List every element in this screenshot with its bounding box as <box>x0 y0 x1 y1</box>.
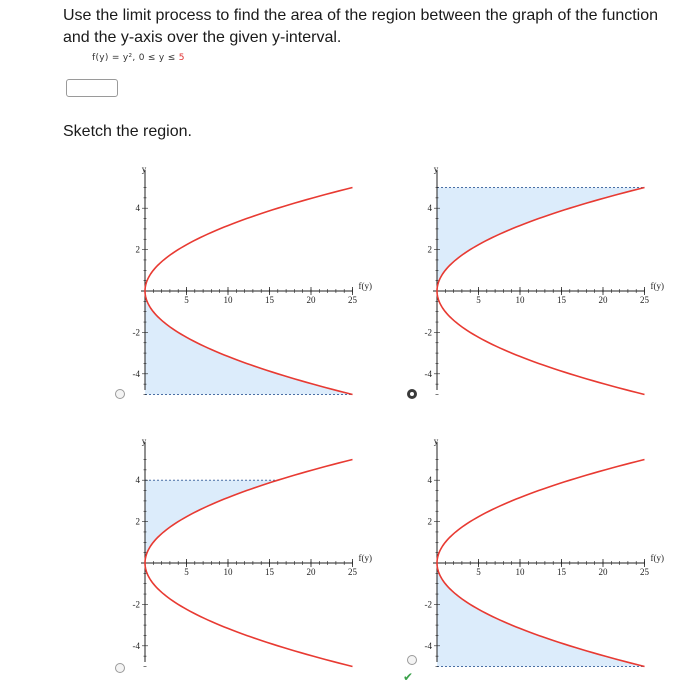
graph-svg <box>402 160 664 392</box>
y-tick-label: -2 <box>424 327 432 338</box>
x-tick-label: 10 <box>223 567 233 577</box>
x-axis-label: f(y) <box>650 281 664 291</box>
graph-svg <box>402 432 664 664</box>
x-tick-label: 25 <box>348 567 357 577</box>
x-axis-label: f(y) <box>358 553 372 563</box>
x-tick-label: 20 <box>598 567 608 577</box>
x-tick-label: 25 <box>348 295 357 305</box>
y-tick-label: 4 <box>427 203 432 214</box>
shaded-region <box>145 480 278 563</box>
formula-upper-bound: 5 <box>178 53 185 63</box>
shaded-region <box>437 563 645 667</box>
x-tick-label: 15 <box>557 295 566 305</box>
y-tick-label: 4 <box>135 475 140 486</box>
x-tick-label: 15 <box>265 295 274 305</box>
y-axis-label: y <box>141 436 147 446</box>
y-tick-label: -4 <box>132 368 140 379</box>
y-tick-label: 2 <box>427 516 432 527</box>
shaded-region <box>145 291 353 395</box>
y-tick-label: 2 <box>427 244 432 255</box>
question-text: Use the limit process to find the area of the region between the graph of the function and the y-axis over the given y-interval. <box>63 7 659 46</box>
y-tick-label: -4 <box>132 640 140 651</box>
correct-check-icon: ✔ <box>403 670 414 684</box>
radio-option-4[interactable] <box>407 655 417 665</box>
x-tick-label: 5 <box>476 567 481 577</box>
y-axis-label: y <box>433 164 439 174</box>
y-tick-label: -2 <box>132 599 140 610</box>
y-tick-label: -2 <box>424 599 432 610</box>
x-tick-label: 5 <box>476 295 481 305</box>
x-tick-label: 15 <box>265 567 274 577</box>
radio-option-2[interactable] <box>407 389 417 399</box>
x-tick-label: 25 <box>640 295 649 305</box>
x-axis-label: f(y) <box>358 281 372 291</box>
x-tick-label: 15 <box>557 567 566 577</box>
graph-option-3 <box>110 432 372 664</box>
y-tick-label: -4 <box>424 368 432 379</box>
x-tick-label: 25 <box>640 567 649 577</box>
y-tick-label: 4 <box>427 475 432 486</box>
graph-option-2 <box>402 160 664 392</box>
x-tick-label: 10 <box>515 567 525 577</box>
x-tick-label: 10 <box>223 295 233 305</box>
y-axis-label: y <box>141 164 147 174</box>
sketch-label: Sketch the region. <box>63 123 192 140</box>
y-tick-label: 2 <box>135 516 140 527</box>
x-tick-label: 5 <box>184 567 189 577</box>
answer-input[interactable] <box>66 79 118 97</box>
formula-main: f(y) = y², 0 ≤ y ≤ <box>92 53 179 63</box>
x-tick-label: 20 <box>306 295 316 305</box>
x-axis-label: f(y) <box>650 553 664 563</box>
y-tick-label: -2 <box>132 327 140 338</box>
y-tick-label: 2 <box>135 244 140 255</box>
y-tick-label: 4 <box>135 203 140 214</box>
radio-option-3[interactable] <box>115 663 125 673</box>
x-tick-label: 20 <box>306 567 316 577</box>
x-tick-label: 10 <box>515 295 525 305</box>
graph-svg <box>110 432 372 664</box>
shaded-region <box>437 188 645 292</box>
y-axis-label: y <box>433 436 439 446</box>
graph-option-4 <box>402 432 664 664</box>
y-tick-label: -4 <box>424 640 432 651</box>
function-formula <box>92 53 185 63</box>
x-tick-label: 20 <box>598 295 608 305</box>
x-tick-label: 5 <box>184 295 189 305</box>
graph-svg <box>110 160 372 392</box>
graph-option-1 <box>110 160 372 392</box>
radio-option-1[interactable] <box>115 389 125 399</box>
